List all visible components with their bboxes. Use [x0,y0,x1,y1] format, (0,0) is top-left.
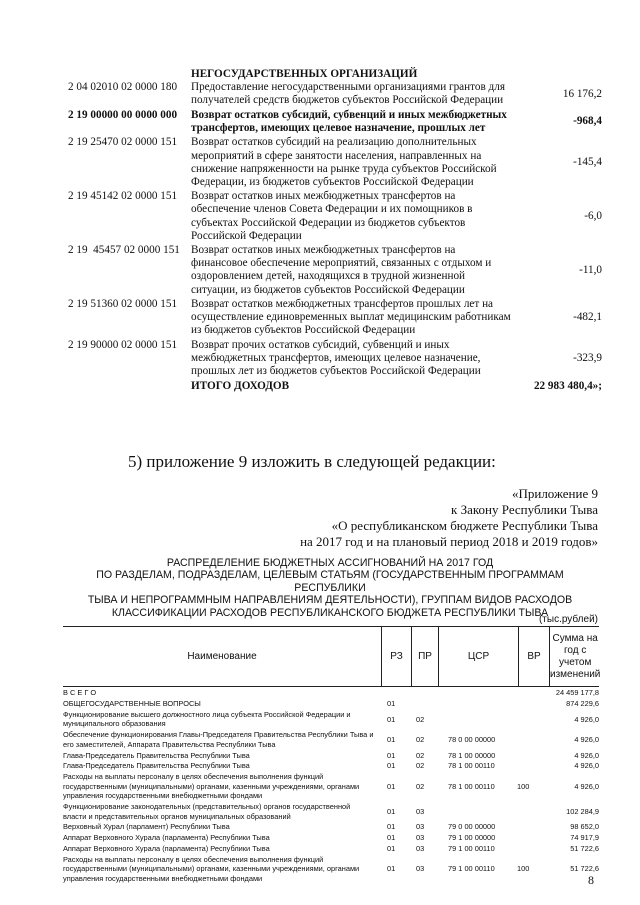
instruction-text: 5) приложение 9 изложить в следующей редакции: [128,452,496,471]
cell-name: Функционирование высшего должностного лица субъекта Российской Федерации и муниципального образования [63,709,351,729]
income-code: 2 19 45142 02 0000 151 [68,190,178,203]
cell-sum: 4 926,0 [574,750,599,760]
table-row [63,844,599,854]
cell-rz: 01 [387,806,396,816]
cell-sum: 24 459 177,8 [555,688,599,698]
income-table [68,68,602,394]
cell-rz: 01 [387,822,396,832]
cell-sum: 51 722,6 [570,843,599,853]
cell-name: Верховный Хурал (парламент) Республики Тыва [63,822,230,832]
table-row [63,822,599,832]
cell-pr: 02 [416,714,425,724]
cell-name: Функционирование законодательных (представительных) органов государственной власти и представительных органов муниципальных образований [63,802,351,821]
cell-sum: 874 229,6 [566,698,599,708]
header-vr: ВР [518,627,549,686]
header-name: Наименование [187,650,257,662]
income-code: 2 19 25470 02 0000 151 [68,136,178,149]
cell-pr: 03 [416,833,425,843]
table-row [63,751,599,761]
income-row [68,136,602,188]
cell-name: Глава-Председатель Правительства Республики Тыва [63,750,250,760]
annex-line: к Закону Республики Тыва [451,502,598,517]
income-row [68,190,602,242]
cell-name: Аппарат Верховного Хурала (парламента) Республики Тыва [63,843,270,853]
cell-csr: 78 1 00 00110 [448,781,495,791]
table-header [63,626,599,687]
cell-pr: 02 [416,750,425,760]
income-code: 2 04 02010 02 0000 180 [68,81,178,94]
header-sum: Сумма на год с учетом изменений [549,627,600,686]
cell-name: Расходы на выплаты персоналу в целях обеспечения выполнения функций государственными (муниципальными) органами, казенными учреждениями, органами управления государственными внебюджетными фондами [63,854,360,883]
income-amount: -11,0 [579,263,602,276]
income-amount: -323,9 [573,351,602,364]
annex-header [300,486,598,550]
table-row [63,772,599,801]
title-line: РАСПРЕДЕЛЕНИЕ БЮДЖЕТНЫХ АССИГНОВАНИЙ НА 2017 ГОД [166,557,494,569]
header-rz: РЗ [381,627,411,686]
unit-label: (тыс.рублей) [538,614,598,625]
header-pr: ПР [411,627,438,686]
cell-sum: 51 722,6 [570,864,599,874]
cell-csr: 79 1 00 00110 [448,864,495,874]
income-description: Предоставление негосударственными организациями грантов для получателей средств бюджетов субъектов Российской Федерации [191,81,505,107]
cell-csr: 78 1 00 00000 [448,750,496,760]
cell-vr: 100 [517,781,530,791]
income-row [68,339,602,378]
cell-rz: 01 [387,761,396,771]
annex-line: на 2017 год и на плановый период 2018 и 2019 годов» [300,534,598,549]
cell-sum: 4 926,0 [574,761,599,771]
expenditure-table [63,626,599,884]
cell-sum: 4 926,0 [574,714,599,724]
income-row [68,244,602,296]
income-row [68,109,602,135]
title-line: ПО РАЗДЕЛАМ, ПОДРАЗДЕЛАМ, ЦЕЛЕВЫМ СТАТЬЯМ (ГОСУДАРСТВЕННЫМ ПРОГРАММАМ РЕСПУБЛИКИ [96,569,564,594]
annex-line: «Приложение 9 [511,486,598,501]
cell-sum: 102 284,9 [566,806,599,816]
cell-csr: 79 1 00 00110 [448,843,495,853]
table-row [63,761,599,771]
income-amount: -482,1 [573,311,602,324]
income-code: 2 19 90000 02 0000 151 [68,338,178,351]
income-description: Возврат остатков субсидий, субвенций и иных межбюджетных трансфертов, имеющих целевое назначение, прошлых лет [191,108,507,134]
cell-rz: 01 [387,781,396,791]
income-row [68,298,602,337]
title-line: КЛАССИФИКАЦИИ РАСХОДОВ РЕСПУБЛИКАНСКОГО БЮДЖЕТА РЕСПУБЛИКИ ТЫВА [111,606,549,619]
cell-rz: 01 [387,864,396,874]
table-row [63,855,599,884]
income-total-amount: 22 983 480,4»; [533,379,602,392]
cell-csr: 78 0 00 00000 [448,734,496,744]
cell-rz: 01 [387,734,396,744]
header-csr: ЦСР [438,627,518,686]
cell-sum: 98 652,0 [570,822,599,832]
cell-pr: 03 [416,822,425,832]
cell-sum: 74 917,9 [570,833,599,843]
cell-name: В С Е Г О [63,688,97,698]
income-amount: -968,4 [573,115,602,128]
income-code: 2 19 45457 02 0000 151 [68,244,180,257]
cell-sum: 4 926,0 [574,781,599,791]
document-title [60,557,600,619]
income-code: 2 19 51360 02 0000 151 [68,298,178,311]
table-row [63,730,599,749]
income-amount: -145,4 [573,156,602,169]
income-amount: 16 176,2 [562,87,602,100]
cell-name: ОБЩЕГОСУДАРСТВЕННЫЕ ВОПРОСЫ [63,698,201,708]
income-heading: НЕГОСУДАРСТВЕННЫХ ОРГАНИЗАЦИЙ [191,68,418,80]
income-description: Возврат остатков иных межбюджетных трансфертов на обеспечение членов Совета Федерации и их помощников в субъектах Российской Федерации из бюджетов субъектов Российской Федерации [191,190,473,242]
title-line: ТЫВА И НЕПРОГРАММНЫМ НАПРАВЛЕНИЯМ ДЕЯТЕЛЬНОСТИ), ГРУППАМ ВИДОВ РАСХОДОВ [87,594,573,607]
cell-rz: 01 [387,714,396,724]
cell-vr: 100 [517,864,530,874]
table-row [63,833,599,843]
income-row [68,81,602,107]
income-description: Возврат остатков иных межбюджетных трансфертов на финансовое обеспечение мероприятий, связанных с отдыхом и оздоровлением детей, находящихся в трудной жизненной ситуации, из бюджетов субъектов Российской Федерации [191,244,492,296]
table-row [63,802,599,821]
cell-rz: 01 [387,698,396,708]
cell-name: Расходы на выплаты персоналу в целях обеспечения выполнения функций государственными (муниципальными) органами, казенными учреждениями, органами управления государственными внебюджетными фондами [63,772,360,801]
cell-rz: 01 [387,843,396,853]
cell-csr: 79 1 00 00000 [448,833,496,843]
cell-pr: 02 [416,761,425,771]
income-description: Возврат прочих остатков субсидий, субвенций и иных межбюджетных трансфертов, имеющих целевое назначение, прошлых лет из бюджетов субъектов Российской Федерации [191,338,481,378]
income-description: Возврат остатков субсидий на реализацию дополнительных мероприятий в сфере занятости населения, направленных на снижение напряженности на рынке труда субъектов Российской Федерации, из бюджетов субъектов Российской Федерации [191,136,497,188]
table-row [63,699,599,709]
cell-name: Обеспечение функционирования Главы-Председателя Правительства Республики Тыва и его заместителей, Аппарата Правительства Республики Тыва [63,730,374,749]
cell-rz: 01 [387,833,396,843]
cell-pr: 03 [416,806,425,816]
income-description: Возврат остатков межбюджетных трансфертов прошлых лет на осуществление единовременных выплат медицинским работникам из бюджетов субъектов Российской Федерации [191,298,511,337]
cell-csr: 79 0 00 00000 [448,822,496,832]
page-number: 8 [588,873,594,887]
cell-rz: 01 [387,750,396,760]
income-total-label: ИТОГО ДОХОДОВ [191,379,290,392]
cell-sum: 4 926,0 [574,734,599,744]
cell-csr: 78 1 00 00110 [448,761,495,771]
income-amount: -6,0 [584,209,602,222]
cell-pr: 03 [416,864,425,874]
annex-line: «О республиканском бюджете Республики Тыва [331,518,598,533]
cell-name: Аппарат Верховного Хурала (парламента) Республики Тыва [63,833,270,843]
income-code: 2 19 00000 00 0000 000 [68,108,178,121]
table-row [63,688,599,698]
cell-name: Глава-Председатель Правительства Республики Тыва [63,761,250,771]
table-row [63,710,599,729]
cell-pr: 02 [416,781,425,791]
cell-pr: 03 [416,843,425,853]
income-total-row [68,380,602,393]
cell-pr: 02 [416,734,425,744]
